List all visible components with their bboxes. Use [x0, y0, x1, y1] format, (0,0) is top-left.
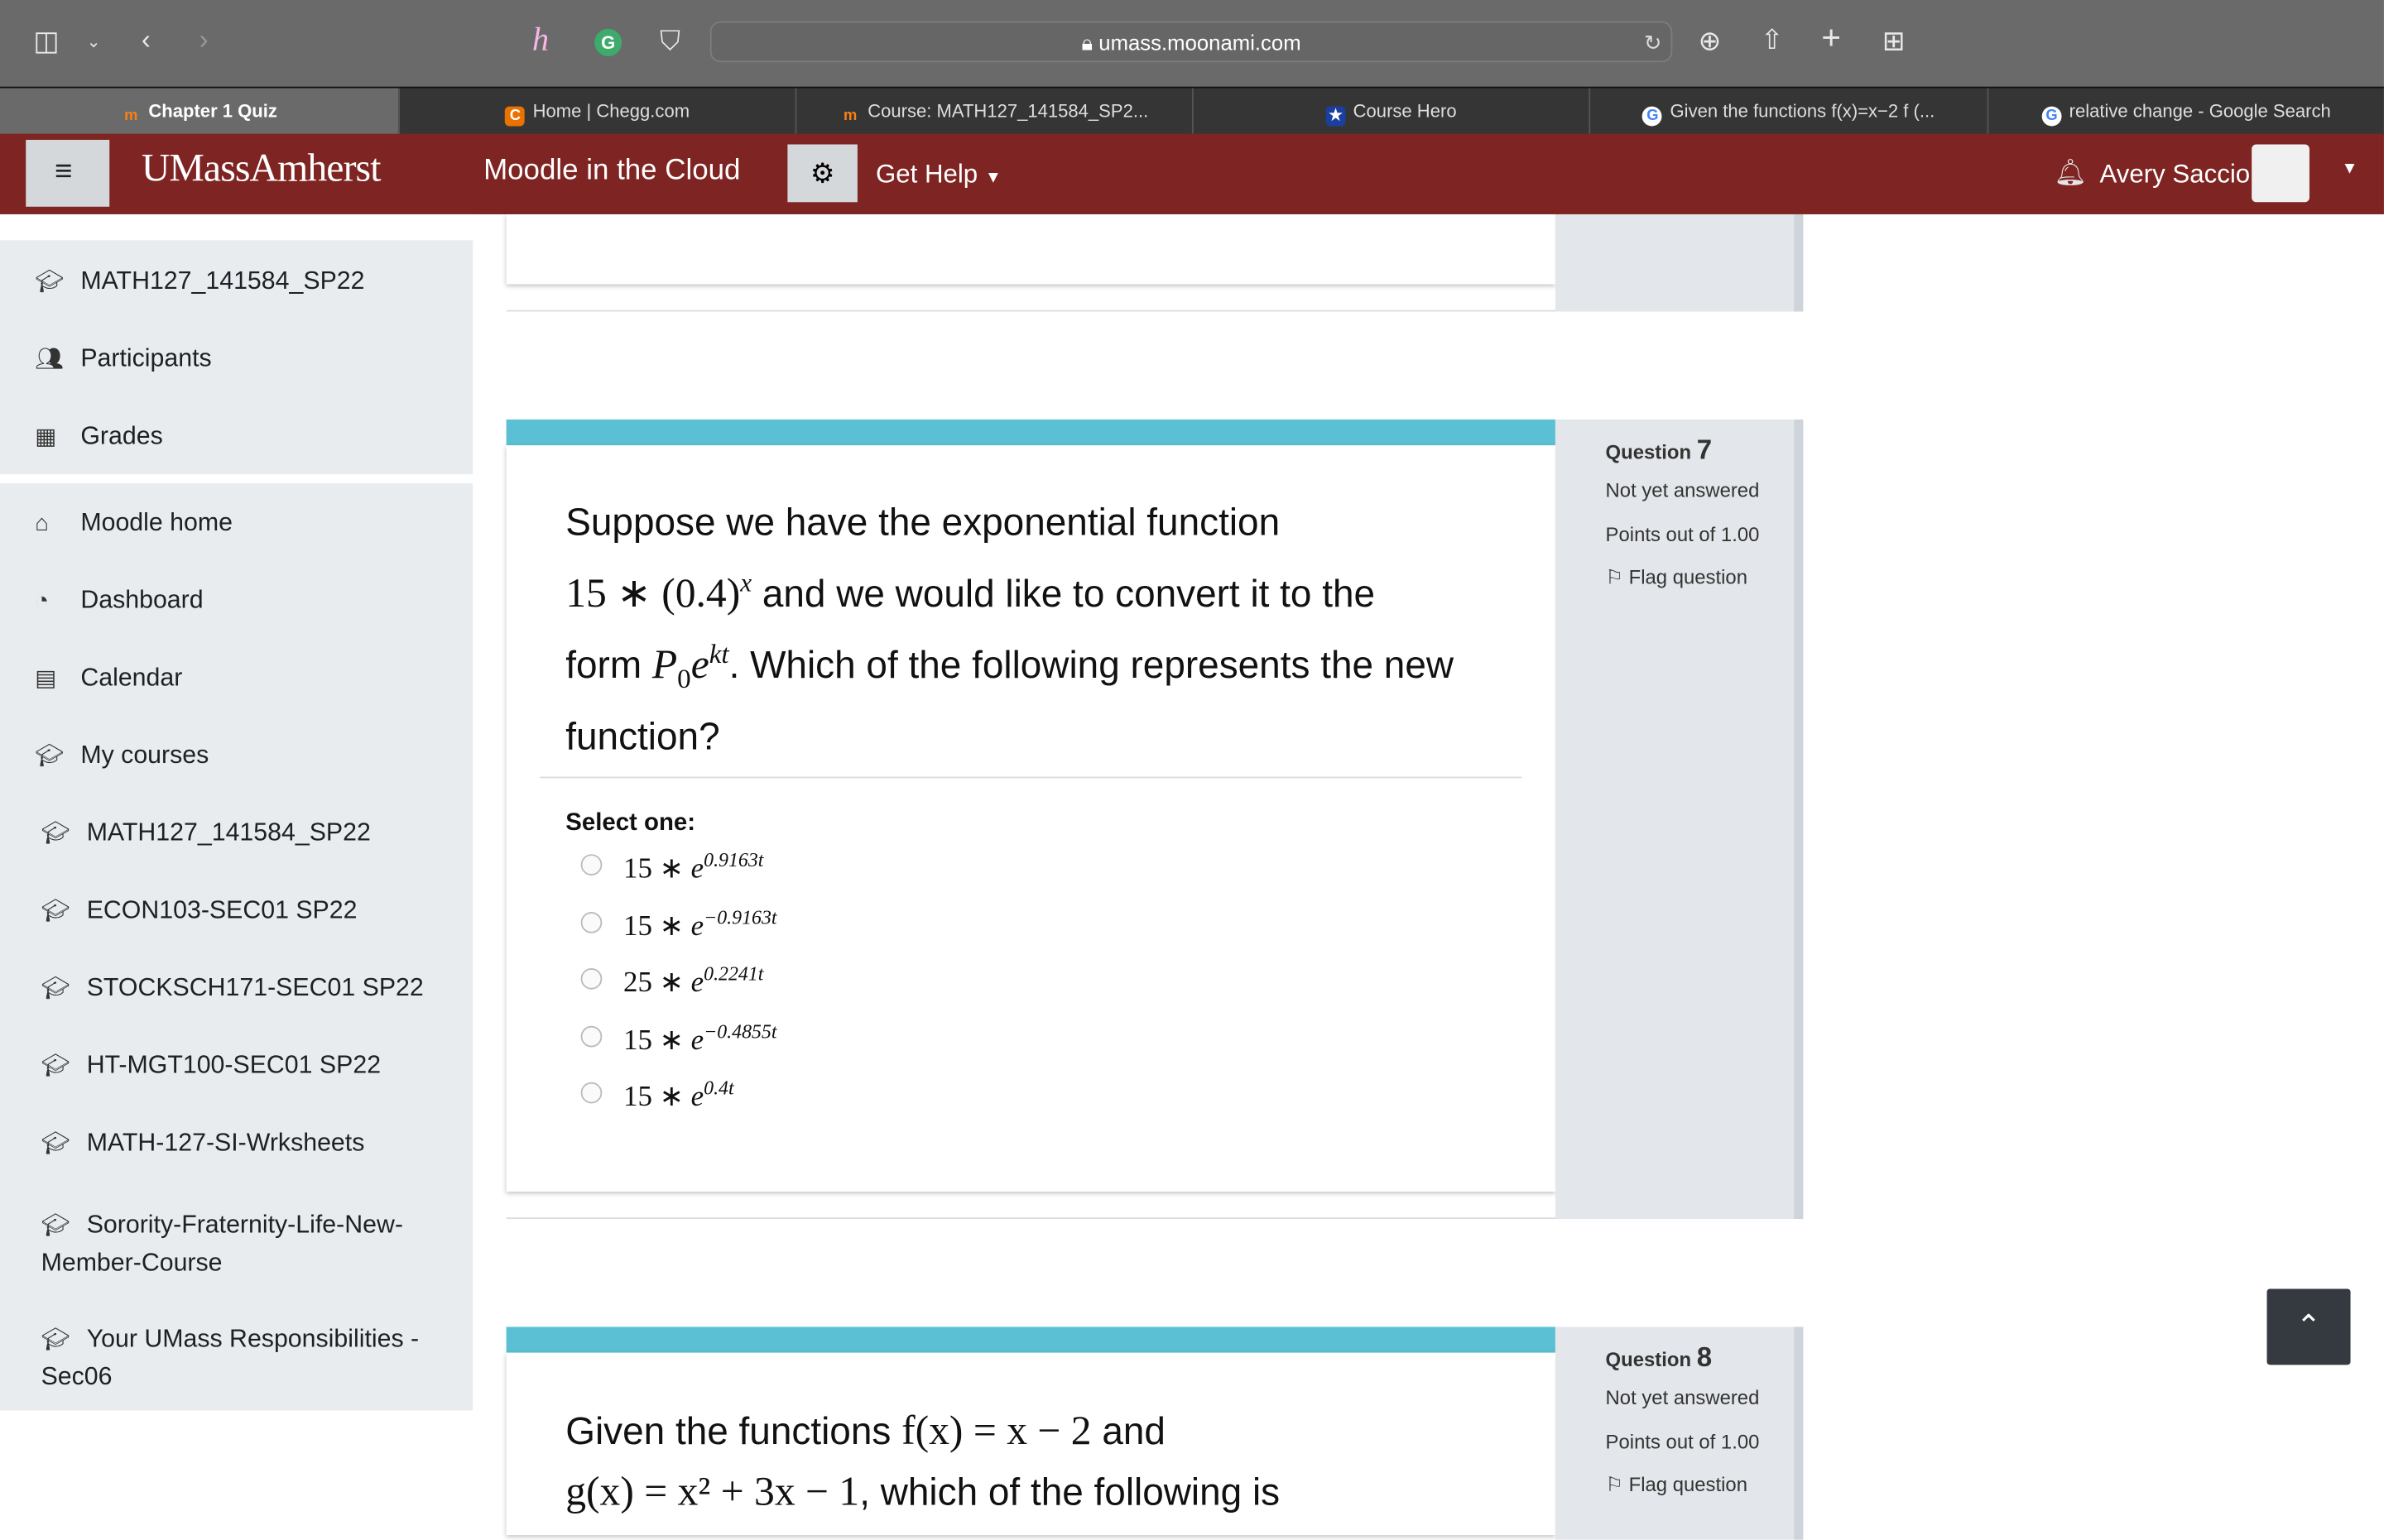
sidebar-item-course-math127[interactable]: [41, 819, 371, 848]
question-points: Points out of 1.00: [1605, 522, 1760, 546]
option-exponent: 0.4t: [704, 1076, 734, 1099]
radio-button[interactable]: [581, 1082, 603, 1104]
sidebar-item-label: Participants: [80, 344, 212, 372]
question-text: form: [565, 644, 642, 688]
sidebar-item-moodle-home[interactable]: [35, 509, 233, 538]
sidebar-item-course-stocksch171[interactable]: [41, 974, 424, 1003]
flag-icon: ⚐: [1605, 1472, 1623, 1496]
tab-course-hero[interactable]: [1192, 89, 1589, 136]
tab-google-relative-change[interactable]: [1987, 89, 2384, 136]
tab-google-functions[interactable]: [1589, 89, 1987, 136]
share-icon[interactable]: ⇧: [1760, 24, 1784, 55]
math-subscript: 0: [677, 663, 691, 694]
graduation-cap-icon: 🎓︎: [41, 976, 70, 1002]
graduation-cap-icon: 🎓︎: [41, 898, 70, 924]
graduation-cap-icon: 🎓︎: [41, 1053, 70, 1080]
answer-option[interactable]: 25 ∗ $e^{0.2241t}$: [581, 962, 764, 1001]
graduation-cap-icon: 🎓︎: [41, 1212, 70, 1239]
radio-button[interactable]: [581, 912, 603, 933]
back-icon[interactable]: ‹: [141, 24, 151, 55]
option-e: e: [690, 852, 704, 885]
tab-chegg[interactable]: [398, 89, 795, 136]
tab-label: Chapter 1 Quiz: [148, 100, 277, 122]
download-icon[interactable]: ⊕: [1698, 26, 1722, 56]
option-exponent: −0.4855t: [704, 1019, 777, 1043]
sidebar-item-label: Moodle home: [80, 509, 233, 537]
get-help-menu[interactable]: [876, 160, 1002, 190]
question-text: Given the functions: [565, 1410, 892, 1453]
sidebar-item-label: Sorority-Fraternity-Life-New-: [86, 1211, 403, 1239]
radio-button[interactable]: [581, 855, 603, 876]
sidebar-drawer: [0, 214, 473, 1490]
sidebar-item-label: Member-Course: [41, 1249, 223, 1277]
divider: [507, 1217, 1555, 1219]
users-icon: 👥︎: [35, 346, 65, 372]
option-exponent: 0.2241t: [704, 962, 764, 986]
question-8-text: [565, 1401, 1538, 1523]
browser-toolbar: [0, 0, 2384, 87]
option-e: e: [690, 1024, 704, 1057]
flag-question-link[interactable]: [1606, 1473, 1747, 1497]
sidebar-item-label: Sec06: [41, 1363, 113, 1391]
math-expression: [565, 570, 752, 616]
option-exponent: −0.9163t: [704, 904, 777, 928]
math-f: f(x) = x − 2: [901, 1407, 1092, 1453]
question-text: function?: [565, 716, 720, 760]
sidebar-item-course-umass-responsibilities[interactable]: [41, 1321, 420, 1395]
home-icon: ⌂: [35, 511, 49, 537]
question-8-header-bar: [507, 1327, 1555, 1352]
question-status: Not yet answered: [1605, 1386, 1760, 1409]
graduation-cap-icon: 🎓︎: [41, 820, 70, 847]
moodle-navbar: [0, 134, 2384, 214]
sidebar-item-course-math127-si[interactable]: [41, 1130, 365, 1159]
math-exponent: x: [740, 568, 752, 597]
sidebar-item-label: Dashboard: [80, 586, 204, 615]
question-label: Question: [1605, 440, 1692, 464]
sidebar-toggle-icon[interactable]: ◫: [33, 26, 60, 56]
notifications-bell-icon[interactable]: 🔔︎: [2054, 158, 2088, 187]
answer-option[interactable]: 15 ∗ $e^{-0.4855t}$: [581, 1019, 777, 1058]
tab-course[interactable]: [795, 89, 1192, 136]
option-exponent: 0.9163t: [704, 847, 764, 871]
option-coefficient: 15: [623, 852, 652, 885]
new-tab-icon[interactable]: +: [1821, 18, 1841, 56]
answer-option[interactable]: 15 ∗ $e^{0.4t}$: [581, 1076, 734, 1115]
hamburger-icon: ≡: [55, 155, 73, 189]
sidebar-item-label: MATH127_141584_SP22: [80, 267, 365, 295]
settings-button[interactable]: [787, 144, 857, 202]
question-7-info: [1555, 420, 1803, 1219]
option-coefficient: 15: [623, 1081, 652, 1114]
question-number: [1606, 1342, 1713, 1374]
question-text: and: [1102, 1410, 1166, 1453]
graduation-cap-icon: 🎓︎: [35, 743, 65, 770]
flag-label: Flag question: [1628, 565, 1747, 588]
chegg-favicon-icon: C: [506, 107, 526, 127]
question-status: Not yet answered: [1605, 478, 1760, 502]
back-to-top-button[interactable]: [2267, 1289, 2351, 1365]
flag-question-link[interactable]: [1606, 565, 1747, 589]
divider: [507, 310, 1555, 312]
tab-label: Course: MATH127_141584_SP2...: [868, 100, 1149, 122]
question-7-header-bar: [507, 420, 1555, 445]
answer-option[interactable]: 15 ∗ $e^{-0.9163t}$: [581, 905, 777, 944]
sidebar-item-label: Calendar: [80, 664, 183, 692]
calendar-icon: ▤: [35, 665, 57, 692]
sidebar-item-course-htmgt100[interactable]: [41, 1052, 382, 1081]
math-e: e: [690, 641, 709, 688]
sidebar-item-label: Grades: [80, 422, 163, 450]
tab-chapter-1-quiz[interactable]: [0, 89, 398, 136]
math-base: 15 ∗ (0.4): [565, 569, 741, 616]
reload-icon[interactable]: ↻: [1643, 30, 1662, 55]
lock-icon: 🔒︎: [1081, 30, 1099, 55]
sidebar-item-calendar[interactable]: [35, 664, 182, 693]
sidebar-item-label: ECON103-SEC01 SP22: [86, 896, 358, 924]
address-bar[interactable]: [710, 22, 1673, 63]
flag-icon: ⚐: [1605, 565, 1623, 588]
menu-toggle-button[interactable]: [26, 140, 109, 207]
shield-icon[interactable]: ⛉: [660, 26, 680, 56]
dashboard-icon: ◔: [35, 588, 49, 615]
sidebar-item-label: My courses: [80, 741, 209, 770]
divider: [540, 777, 1522, 779]
question-8-card: [507, 1353, 1555, 1535]
question-number-value: 7: [1696, 434, 1713, 466]
question-7-text: [565, 494, 1523, 768]
math-base: P: [651, 641, 678, 688]
question-points: Points out of 1.00: [1605, 1430, 1760, 1453]
sidebar-item-course[interactable]: [35, 267, 364, 296]
caret-down-icon: ▼: [984, 168, 1002, 187]
table-icon: ▦: [35, 424, 57, 450]
site-name-link[interactable]: Moodle in the Cloud: [483, 155, 741, 187]
graduation-cap-icon: 🎓︎: [41, 1327, 70, 1353]
user-menu-caret-icon[interactable]: ▼: [2341, 159, 2358, 178]
sidebar-item-label: HT-MGT100-SEC01 SP22: [86, 1051, 382, 1080]
tab-label: Given the functions f(x)=x−2 f (...: [1670, 100, 1935, 122]
sidebar-item-label: STOCKSCH171-SEC01 SP22: [86, 974, 424, 1002]
forward-icon[interactable]: ›: [199, 24, 209, 55]
url-text: umass.moonami.com: [1098, 30, 1301, 55]
chevron-up-icon: ⌃: [2295, 1310, 2322, 1344]
question-label: Question: [1605, 1348, 1692, 1371]
option-coefficient: 15: [623, 1024, 652, 1057]
tab-label: relative change - Google Search: [2069, 100, 2331, 122]
sidebar-item-course-sorority[interactable]: [41, 1207, 403, 1281]
math-exponent: kt: [709, 638, 729, 669]
question-number-value: 8: [1696, 1341, 1713, 1373]
sidebar-item-participants[interactable]: [35, 345, 211, 374]
grammarly-extension-icon[interactable]: G: [594, 29, 622, 56]
chevron-down-icon[interactable]: ⌄: [86, 33, 101, 52]
option-e: e: [690, 967, 704, 1000]
question-text: Suppose we have the exponential function: [565, 501, 1281, 545]
graduation-cap-icon: 🎓︎: [35, 269, 65, 295]
sidebar-item-grades[interactable]: [35, 423, 162, 452]
previous-question-card: [507, 214, 1555, 284]
moodle-favicon-icon: m: [124, 108, 138, 125]
question-text: . Which of the following represents the new: [728, 644, 1454, 688]
avatar[interactable]: [2252, 144, 2310, 202]
google-favicon-icon: G: [1642, 107, 1662, 127]
tab-bar: [0, 87, 2384, 136]
sidebar-item-course-econ103[interactable]: [41, 897, 358, 926]
sidebar-item-my-courses[interactable]: [35, 741, 209, 770]
option-e: e: [690, 1081, 704, 1114]
tab-overview-icon[interactable]: ⊞: [1882, 26, 1906, 56]
question-8-info: [1555, 1327, 1803, 1539]
graduation-cap-icon: 🎓︎: [41, 1130, 70, 1157]
sidebar-item-dashboard[interactable]: [35, 587, 203, 616]
sidebar-item-label: MATH-127-SI-Wrksheets: [86, 1129, 365, 1157]
gear-icon: ⚙: [810, 158, 835, 189]
math-g: g(x) = x² + 3x − 1: [565, 1468, 860, 1514]
question-text: , which of the following is: [859, 1470, 1281, 1514]
math-form: [651, 638, 729, 694]
answer-option[interactable]: 15 ∗ $e^{0.9163t}$: [581, 848, 764, 887]
umass-logo[interactable]: UMassAmherst: [141, 146, 381, 190]
tab-label: Home | Chegg.com: [532, 100, 690, 122]
flag-label: Flag question: [1628, 1472, 1747, 1496]
sidebar-item-label: Your UMass Responsibilities -: [86, 1325, 420, 1353]
radio-button[interactable]: [581, 1025, 603, 1047]
option-coefficient: 25: [623, 967, 652, 1000]
question-text: and we would like to convert it to the: [762, 573, 1376, 616]
user-name[interactable]: Avery Saccio: [2099, 159, 2251, 189]
get-help-label: Get Help: [875, 159, 978, 189]
moodle-favicon-icon: m: [843, 108, 858, 125]
sidebar-item-label: MATH127_141584_SP22: [86, 818, 371, 847]
previous-question-info: [1555, 214, 1803, 312]
select-one-label: Select one:: [565, 809, 696, 837]
course-hero-favicon-icon: ★: [1326, 107, 1346, 127]
question-number: [1606, 434, 1713, 467]
honey-extension-icon[interactable]: h: [531, 19, 550, 58]
option-coefficient: 15: [623, 909, 652, 943]
radio-button[interactable]: [581, 969, 603, 991]
tab-label: Course Hero: [1353, 100, 1457, 122]
google-favicon-icon: G: [2042, 107, 2062, 127]
option-e: e: [690, 909, 704, 943]
